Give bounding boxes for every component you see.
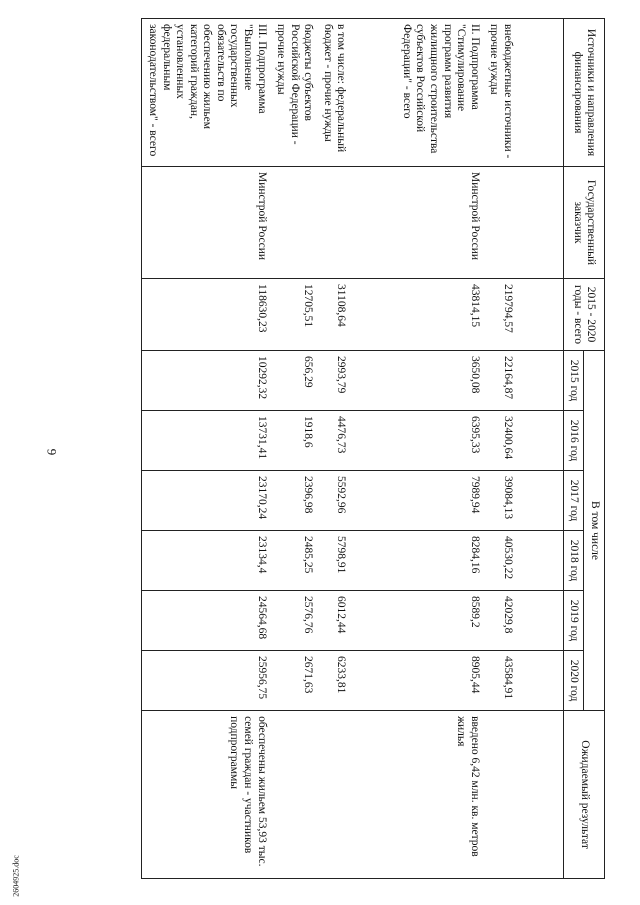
year-cell: 22164,87 — [484, 351, 517, 411]
year-cell: 39084,13 — [484, 471, 517, 531]
source-cell: внебюджетные источники - прочие нужды — [484, 19, 517, 167]
table-row — [317, 19, 350, 879]
table-row — [396, 19, 483, 879]
header-source: Источники и направления финансирования — [563, 19, 604, 167]
year-cell: 2671,63 — [271, 651, 318, 711]
table-row — [484, 19, 517, 879]
year-cell: 24564,68 — [142, 591, 271, 651]
result-cell — [484, 711, 517, 879]
result-cell — [317, 711, 350, 879]
year-cell: 2993,79 — [317, 351, 350, 411]
result-cell: обеспечены жильем 53,93 тыс. семей граждан - участников подпрограммы — [142, 711, 271, 879]
header-year: 2019 год — [563, 591, 584, 651]
year-cell: 7989,94 — [396, 471, 483, 531]
customer-cell — [271, 167, 318, 279]
header-year: 2016 год — [563, 411, 584, 471]
header-year: 2015 год — [563, 351, 584, 411]
customer-cell: Минстрой России — [142, 167, 271, 279]
year-cell: 32400,64 — [484, 411, 517, 471]
year-cell: 5592,96 — [317, 471, 350, 531]
year-cell: 5798,91 — [317, 531, 350, 591]
header-including: В том числе — [584, 351, 605, 711]
table-row — [142, 19, 271, 879]
year-cell: 13731,41 — [142, 411, 271, 471]
year-cell: 656,29 — [271, 351, 318, 411]
year-cell: 8589,2 — [396, 591, 483, 651]
year-cell: 8284,16 — [396, 531, 483, 591]
year-cell: 6012,44 — [317, 591, 350, 651]
year-cell: 42029,8 — [484, 591, 517, 651]
table-row — [517, 19, 564, 879]
year-cell: 3650,08 — [396, 351, 483, 411]
total-cell: 43814,15 — [396, 279, 483, 351]
year-cell: 2396,98 — [271, 471, 318, 531]
total-cell: 12705,51 — [271, 279, 318, 351]
source-cell: в том числе: федеральный бюджет - прочие нужды — [317, 19, 350, 167]
customer-cell: Минстрой России — [396, 167, 483, 279]
total-cell: 31108,64 — [317, 279, 350, 351]
table-row — [271, 19, 318, 879]
year-cell: 8905,44 — [396, 651, 483, 711]
year-cell: 2576,76 — [271, 591, 318, 651]
financing-table — [142, 18, 606, 879]
year-cell: 1918,6 — [271, 411, 318, 471]
rotated-page-content — [65, 18, 605, 878]
year-cell: 4476,73 — [317, 411, 350, 471]
header-result: Ожидаемый результат — [563, 711, 604, 879]
result-cell: введено 6,42 млн. кв. метров жилья — [396, 711, 483, 879]
year-cell: 25956,75 — [142, 651, 271, 711]
source-cell: бюджеты субъектов Российской Федерации - прочие нужды — [271, 19, 318, 167]
source-cell: II. Подпрограмма "Стимулирование программ развития жилищного строительства субъектов Российской Федерации" - всего — [396, 19, 483, 167]
page-number: 6 — [44, 448, 59, 456]
year-cell: 6395,33 — [396, 411, 483, 471]
year-cell: 23134,4 — [142, 531, 271, 591]
source-cell — [517, 19, 564, 167]
header-year: 2020 год — [563, 651, 584, 711]
header-total: 2015 - 2020 годы - всего — [563, 279, 604, 351]
year-cell: 10292,32 — [142, 351, 271, 411]
customer-cell — [317, 167, 350, 279]
year-cell: 43584,91 — [484, 651, 517, 711]
total-cell: 219794,57 — [484, 279, 517, 351]
total-cell: 118630,23 — [142, 279, 271, 351]
year-cell: 23170,24 — [142, 471, 271, 531]
year-cell: 2485,25 — [271, 531, 318, 591]
header-year: 2017 год — [563, 471, 584, 531]
document-id: 2604925.doc — [11, 855, 21, 897]
result-cell — [271, 711, 318, 879]
year-cell: 40530,22 — [484, 531, 517, 591]
header-year: 2018 год — [563, 531, 584, 591]
header-customer: Государственный заказчик — [563, 167, 604, 279]
source-cell: III. Подпрограмма "Выполнение государственных обязательств по обеспечению жильем категорий граждан, установленных федеральным законодательством" - всего — [142, 19, 271, 167]
year-cell: 6233,81 — [317, 651, 350, 711]
table-row — [350, 19, 396, 879]
customer-cell — [484, 167, 517, 279]
